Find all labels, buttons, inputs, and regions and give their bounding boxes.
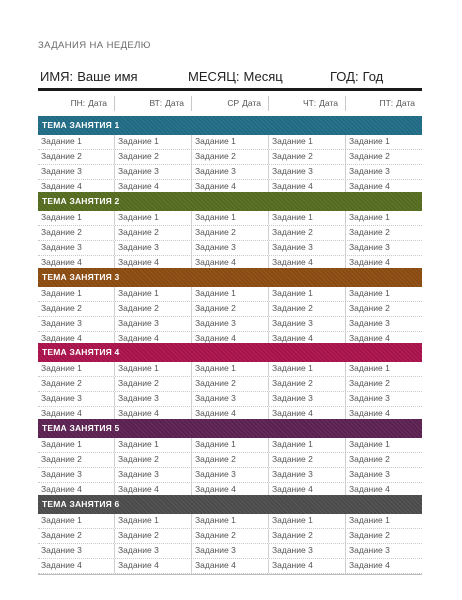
day-label: ПТ: [379, 98, 394, 108]
task-cell[interactable]: Задание 2 [115, 302, 192, 316]
task-cell[interactable]: Задание 1 [115, 514, 192, 528]
task-cell[interactable]: Задание 4 [115, 407, 192, 421]
task-cell[interactable]: Задание 3 [349, 242, 390, 252]
task-cell[interactable]: Задание 2 [38, 150, 115, 164]
day-date: Дата [319, 98, 338, 108]
year-value: Год [362, 69, 384, 84]
task-cell[interactable]: Задание 2 [115, 529, 192, 543]
task-cell[interactable]: Задание 1 [349, 288, 390, 298]
task-cell[interactable]: Задание 2 [192, 302, 269, 316]
table-row [38, 226, 422, 241]
task-cell[interactable]: Задание 3 [349, 166, 390, 176]
month-label: МЕСЯЦ: [188, 69, 240, 84]
section-header[interactable]: ТЕМА ЗАНЯТИЯ 4 [38, 343, 422, 362]
task-cell[interactable]: Задание 4 [38, 559, 115, 573]
task-cell[interactable]: Задание 2 [269, 377, 346, 391]
task-cell[interactable]: Задание 2 [269, 226, 346, 240]
task-cell[interactable]: Задание 4 [38, 332, 115, 346]
task-cell[interactable]: Задание 3 [38, 241, 115, 255]
task-cell[interactable]: Задание 3 [269, 392, 346, 406]
table-row [38, 362, 422, 377]
task-cell[interactable]: Задание 2 [38, 226, 115, 240]
task-cell[interactable]: Задание 1 [192, 135, 269, 149]
task-cell[interactable]: Задание 3 [38, 317, 115, 331]
task-cell[interactable]: Задание 3 [349, 545, 390, 555]
task-cell[interactable]: Задание 2 [269, 453, 346, 467]
task-cell[interactable]: Задание 4 [115, 559, 192, 573]
task-cell[interactable]: Задание 3 [115, 468, 192, 482]
task-cell[interactable]: Задание 1 [38, 211, 115, 225]
task-cell[interactable]: Задание 2 [192, 377, 269, 391]
task-cell[interactable]: Задание 1 [115, 438, 192, 452]
task-cell[interactable]: Задание 3 [115, 241, 192, 255]
task-cell[interactable]: Задание 4 [269, 407, 346, 421]
task-cell[interactable]: Задание 4 [349, 408, 390, 418]
day-label: СР [227, 98, 240, 108]
task-cell[interactable]: Задание 2 [115, 150, 192, 164]
task-cell[interactable]: Задание 4 [349, 257, 390, 267]
name-field[interactable] [40, 69, 138, 84]
task-cell[interactable]: Задание 3 [269, 468, 346, 482]
task-cell[interactable]: Задание 4 [269, 559, 346, 573]
task-cell[interactable]: Задание 3 [349, 318, 390, 328]
task-cell[interactable]: Задание 1 [115, 135, 192, 149]
section-4 [38, 343, 422, 423]
day-date: Дата [242, 98, 261, 108]
task-cell[interactable]: Задание 4 [349, 333, 390, 343]
table-row [38, 453, 422, 468]
table-row [38, 165, 422, 180]
task-cell[interactable]: Задание 1 [38, 438, 115, 452]
task-cell[interactable]: Задание 1 [192, 287, 269, 301]
day-label: ЧТ: [302, 98, 317, 108]
task-cell[interactable]: Задание 3 [38, 544, 115, 558]
day-date: Дата [396, 98, 415, 108]
task-cell[interactable]: Задание 4 [115, 180, 192, 194]
task-cell[interactable]: Задание 1 [349, 363, 390, 373]
task-cell[interactable]: Задание 2 [38, 453, 115, 467]
task-cell[interactable]: Задание 4 [349, 181, 390, 191]
year-field[interactable] [330, 69, 383, 84]
task-cell[interactable]: Задание 3 [269, 241, 346, 255]
task-cell[interactable]: Задание 4 [38, 407, 115, 421]
task-cell[interactable]: Задание 3 [192, 241, 269, 255]
task-cell[interactable]: Задание 1 [192, 438, 269, 452]
section-1 [38, 116, 422, 196]
task-cell[interactable]: Задание 2 [269, 150, 346, 164]
task-cell[interactable]: Задание 1 [192, 211, 269, 225]
task-cell[interactable]: Задание 1 [38, 514, 115, 528]
task-cell[interactable]: Задание 3 [269, 317, 346, 331]
task-cell[interactable]: Задание 2 [349, 303, 390, 313]
task-cell[interactable]: Задание 2 [38, 302, 115, 316]
task-cell[interactable]: Задание 3 [192, 392, 269, 406]
task-grid [38, 438, 422, 499]
task-cell[interactable]: Задание 4 [115, 332, 192, 346]
task-cell[interactable]: Задание 2 [349, 530, 390, 540]
task-cell[interactable]: Задание 3 [269, 544, 346, 558]
task-cell[interactable]: Задание 1 [38, 135, 115, 149]
section-header[interactable]: ТЕМА ЗАНЯТИЯ 2 [38, 192, 422, 211]
table-row [38, 377, 422, 392]
day-wednesday[interactable] [192, 96, 269, 111]
task-cell[interactable]: Задание 1 [38, 362, 115, 376]
task-cell[interactable]: Задание 3 [115, 165, 192, 179]
task-cell[interactable]: Задание 1 [349, 515, 390, 525]
task-cell[interactable]: Задание 1 [349, 439, 390, 449]
task-cell[interactable]: Задание 2 [38, 377, 115, 391]
task-grid [38, 362, 422, 423]
task-cell[interactable]: Задание 3 [38, 392, 115, 406]
task-cell[interactable]: Задание 1 [192, 514, 269, 528]
task-cell[interactable]: Задание 2 [192, 226, 269, 240]
day-thursday[interactable] [269, 96, 346, 111]
table-row [38, 211, 422, 226]
task-cell[interactable]: Задание 4 [38, 483, 115, 497]
task-cell[interactable]: Задание 1 [349, 212, 390, 222]
name-value: Ваше имя [77, 69, 138, 84]
task-cell[interactable]: Задание 2 [192, 529, 269, 543]
task-cell[interactable]: Задание 4 [269, 180, 346, 194]
table-row [38, 287, 422, 302]
task-cell[interactable]: Задание 1 [269, 438, 346, 452]
task-cell[interactable]: Задание 1 [269, 287, 346, 301]
table-row [38, 392, 422, 407]
task-cell[interactable]: Задание 2 [38, 529, 115, 543]
task-cell[interactable]: Задание 2 [349, 227, 390, 237]
day-date: Дата [165, 98, 184, 108]
page-title: ЗАДАНИЯ НА НЕДЕЛЮ [38, 40, 151, 51]
section-header[interactable]: ТЕМА ЗАНЯТИЯ 6 [38, 495, 422, 514]
task-cell[interactable]: Задание 4 [192, 180, 269, 194]
month-value: Месяц [243, 69, 283, 84]
task-cell[interactable]: Задание 1 [269, 362, 346, 376]
table-row [38, 468, 422, 483]
task-cell[interactable]: Задание 3 [192, 165, 269, 179]
task-cell[interactable]: Задание 4 [115, 483, 192, 497]
task-cell[interactable]: Задание 2 [115, 377, 192, 391]
weekday-header [38, 96, 422, 111]
task-cell[interactable]: Задание 3 [38, 165, 115, 179]
task-grid [38, 514, 422, 575]
task-cell[interactable]: Задание 1 [269, 211, 346, 225]
month-field[interactable] [188, 69, 283, 84]
section-5 [38, 419, 422, 499]
task-cell[interactable]: Задание 1 [38, 287, 115, 301]
task-cell[interactable]: Задание 1 [115, 362, 192, 376]
section-2 [38, 192, 422, 272]
task-cell[interactable]: Задание 1 [192, 362, 269, 376]
task-cell[interactable]: Задание 4 [269, 332, 346, 346]
task-grid [38, 287, 422, 348]
task-cell[interactable]: Задание 4 [192, 559, 269, 573]
task-cell[interactable]: Задание 4 [38, 180, 115, 194]
task-cell[interactable]: Задание 2 [115, 226, 192, 240]
year-label: ГОД: [330, 69, 359, 84]
task-cell[interactable]: Задание 2 [192, 453, 269, 467]
task-cell[interactable]: Задание 3 [192, 468, 269, 482]
task-cell[interactable]: Задание 2 [115, 453, 192, 467]
task-grid [38, 135, 422, 196]
day-date: Дата [88, 98, 107, 108]
task-cell[interactable]: Задание 3 [115, 317, 192, 331]
task-cell[interactable]: Задание 2 [192, 150, 269, 164]
table-row [38, 135, 422, 150]
task-grid [38, 211, 422, 272]
task-cell[interactable]: Задание 3 [192, 544, 269, 558]
task-cell[interactable]: Задание 3 [192, 317, 269, 331]
table-row [38, 317, 422, 332]
table-row [38, 544, 422, 559]
task-cell[interactable]: Задание 4 [349, 560, 390, 570]
day-label: ПН: [70, 98, 86, 108]
table-row [38, 514, 422, 529]
section-3 [38, 268, 422, 348]
task-cell[interactable]: Задание 4 [192, 483, 269, 497]
task-cell[interactable]: Задание 2 [349, 378, 390, 388]
table-row [38, 529, 422, 544]
task-cell[interactable]: Задание 3 [38, 468, 115, 482]
task-cell[interactable]: Задание 3 [115, 392, 192, 406]
task-cell[interactable]: Задание 3 [349, 393, 390, 403]
section-header[interactable]: ТЕМА ЗАНЯТИЯ 1 [38, 116, 422, 135]
day-monday[interactable] [38, 96, 115, 111]
task-cell[interactable]: Задание 2 [349, 151, 390, 161]
task-cell[interactable]: Задание 2 [349, 454, 390, 464]
task-cell[interactable]: Задание 1 [115, 287, 192, 301]
task-cell[interactable]: Задание 4 [38, 256, 115, 270]
section-6 [38, 495, 422, 575]
section-header[interactable]: ТЕМА ЗАНЯТИЯ 5 [38, 419, 422, 438]
task-cell[interactable]: Задание 3 [349, 469, 390, 479]
table-row [38, 302, 422, 317]
task-cell[interactable]: Задание 4 [349, 484, 390, 494]
table-row [38, 559, 422, 574]
table-row [38, 241, 422, 256]
task-cell[interactable]: Задание 4 [192, 407, 269, 421]
task-cell[interactable]: Задание 4 [269, 483, 346, 497]
task-cell[interactable]: Задание 2 [269, 302, 346, 316]
task-cell[interactable]: Задание 1 [269, 135, 346, 149]
table-row [38, 150, 422, 165]
table-row [38, 438, 422, 453]
task-cell[interactable]: Задание 4 [192, 256, 269, 270]
day-tuesday[interactable] [115, 96, 192, 111]
task-cell[interactable]: Задание 3 [269, 165, 346, 179]
task-cell[interactable]: Задание 1 [115, 211, 192, 225]
task-cell[interactable]: Задание 1 [269, 514, 346, 528]
task-cell[interactable]: Задание 2 [269, 529, 346, 543]
task-cell[interactable]: Задание 3 [115, 544, 192, 558]
task-cell[interactable]: Задание 1 [349, 136, 390, 146]
section-header[interactable]: ТЕМА ЗАНЯТИЯ 3 [38, 268, 422, 287]
task-cell[interactable]: Задание 4 [115, 256, 192, 270]
day-friday[interactable] [346, 96, 422, 111]
task-cell[interactable]: Задание 4 [269, 256, 346, 270]
task-cell[interactable]: Задание 4 [192, 332, 269, 346]
day-label: ВТ: [149, 98, 163, 108]
name-label: ИМЯ: [40, 69, 74, 84]
header-info-row [38, 69, 422, 91]
